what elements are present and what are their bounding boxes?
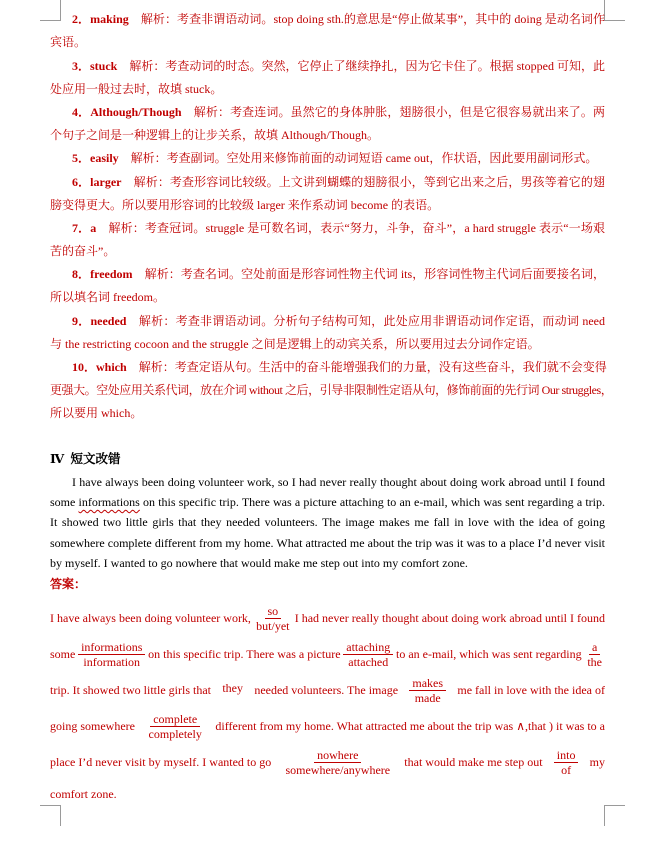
answer-keyword: 4．Although/Though [72, 105, 182, 119]
correction: $\frac{\text{makes}}{\text{made}}$ [409, 676, 446, 705]
passage-line-2-rest: on this specific trip. There was a picture attaching to an e-mail, which was sent regarding a trip. [139, 495, 605, 509]
section-heading [50, 451, 605, 467]
passage-line-2 [50, 494, 605, 510]
explanation-6-line-1: 6．larger 解析：考查形容词比较级。上文讲到蝴蝶的翅膀很小，等到它出来之后，男孩等着它的翅 [72, 175, 605, 189]
explanation-10-line-1: 10．which 解析：考查定语从句。生活中的奋斗能增强我们的力量，没有这些奋斗，我们就不会变得 [72, 360, 607, 374]
explanation-3-line-1: 3．stuck 解析：考查动词的时态。突然，它停止了继续挣扎，因为它卡住了。根据 stopped 可知，此 [72, 59, 605, 73]
answer-keyword: 10．which [72, 360, 127, 374]
answer-keyword: 2．making [72, 12, 129, 26]
answer-keyword: 9．needed [72, 314, 127, 328]
explanation-10-line-2: 更强大。空处应用关系代词，放在介词 without 之后，引导非限制性定语从句，修饰前面的先行词 Our struggles， [50, 383, 613, 397]
answer-keyword: 3．stuck [72, 59, 118, 73]
explanation-3-line-2: 处应用一般过去时，故填 stuck。 [50, 82, 223, 96]
explanation-2-line-1: 2．making 解析：考查非谓语动词。stop doing sth.的意思是“停止做某事”，其中的 doing 是动名词作 [72, 12, 605, 26]
passage-line-5: by myself. I wanted to go nowhere that would make me step out into my comfort zone. [50, 556, 468, 570]
answer-label: 答案： [50, 577, 87, 591]
crop-mark-bottom-left [40, 805, 61, 826]
explanation-9-line-1: 9．needed 解析：考查非谓语动词。分析句子结构可知，此处应用非谓语动词作定语，而动词 need [72, 314, 605, 328]
explanation-7-line-1: 7．a 解析：考查冠词。struggle 是可数名词，表示“努力，斗争，奋斗”，a hard struggle 表示“一场艰 [72, 221, 605, 235]
insertion-caret: ∧ [516, 719, 525, 733]
answer-row-1: I have always been doing volunteer work, $\frac{so}{\text{but/yet}}$ I had never really thought about doing work abroad until I found [50, 603, 605, 633]
explanation-8-line-2: 所以填名词 freedom。 [50, 290, 165, 304]
explanation-6-line-2: 膀变得更大。所以要用形容词的比较级 larger 来作系动词 become 的表语。 [50, 198, 440, 212]
answer-keyword: 5．easily [72, 151, 119, 165]
correction: $\frac{\text{into}}{of}$ [554, 748, 579, 777]
answer-keyword: 7．a [72, 221, 97, 235]
explanation-2-line-2: 宾语。 [50, 35, 87, 49]
passage-line-4: somewhere complete different from my home. What attracted me about the trip was it was to a place I’d never visit [50, 536, 605, 550]
explanation-7-line-2: 苦的奋斗”。 [50, 244, 116, 258]
deleted-word: they [222, 681, 243, 695]
explanation-8-line-1: 8．freedom 解析：考查名词。空处前面是形容词性物主代词 its，形容词性物主代词后面要接名词， [72, 267, 606, 281]
passage-line-2-start: some [50, 495, 79, 509]
correction: $\frac{\text{attaching}}{\text{attached}}$ [343, 640, 393, 669]
explanation-5-line-1: 5．easily 解析：考查副词。空处用来修饰前面的动词短语 came out，作状语，因此要用副词形式。 [72, 151, 598, 165]
correction: $\frac{so}{\text{but/yet}}$ [256, 603, 290, 633]
answer-keyword: 6．larger [72, 175, 122, 189]
passage-line-1: I have always been doing volunteer work, so I had never really thought about doing work abroad until I found [72, 475, 605, 489]
section-number: Ⅳ [50, 452, 65, 466]
section-title: 短文改错 [70, 452, 121, 466]
answer-row-6: comfort zone. [50, 787, 117, 801]
answer-row-3: trip. It showed two little girls that they needed volunteers. The image $\frac{\text{makes}}{\text{made}}$ me fall in love with the idea of [50, 675, 605, 705]
correction: $\frac{\text{complete}}{\text{completely}}$ [148, 711, 202, 741]
explanation-4-line-1: 4．Although/Though 解析：考查连词。虽然它的身体肿胀，翅膀很小，但是它很容易就出来了。两 [72, 105, 605, 119]
crop-mark-bottom-right [604, 805, 625, 826]
explanation-10-line-3: 所以要用 which。 [50, 406, 143, 420]
correction: $\frac{\text{nowhere}}{\text{somewhere/anywhere}}$ [285, 747, 391, 777]
passage-line-3: It showed two little girls that they needed volunteers. The image makes me fall in love with the idea of going [50, 515, 605, 529]
error-highlight: informations [78, 495, 140, 509]
answer-keyword: 8．freedom [72, 267, 133, 281]
answer-row-4: going somewhere $\frac{\text{complete}}{\text{completely}}$ different from my home. What attracted me about the trip was ∧,that ) it was to a [50, 711, 605, 741]
correction: $\frac{a}{\text{the}}$ [587, 639, 602, 669]
answer-row-2: some $\frac{\text{informations}}{\text{information}}$ on this specific trip. There was a picture $\frac{\text{attaching}}{\text{attached}}$ to an e-mail, which was sent regarding $\frac{a}{\text{the}}$ [50, 634, 605, 674]
explanation-4-line-2: 个句子之间是一种逻辑上的让步关系，故填 Although/Though。 [50, 128, 379, 142]
answer-row-5: place I’d never visit by myself. I wanted to go $\frac{\text{nowhere}}{\text{somewhere/anywhere}}$ that would make me step out $\frac{\text{into}}{of}$ my [50, 747, 605, 777]
correction: $\frac{\text{informations}}{\text{information}}$ [78, 640, 145, 669]
explanation-9-line-2: 与 the restricting cocoon and the struggle 之间是逻辑上的动宾关系，所以要用过去分词作定语。 [50, 337, 540, 351]
crop-mark-top-right [604, 0, 625, 21]
